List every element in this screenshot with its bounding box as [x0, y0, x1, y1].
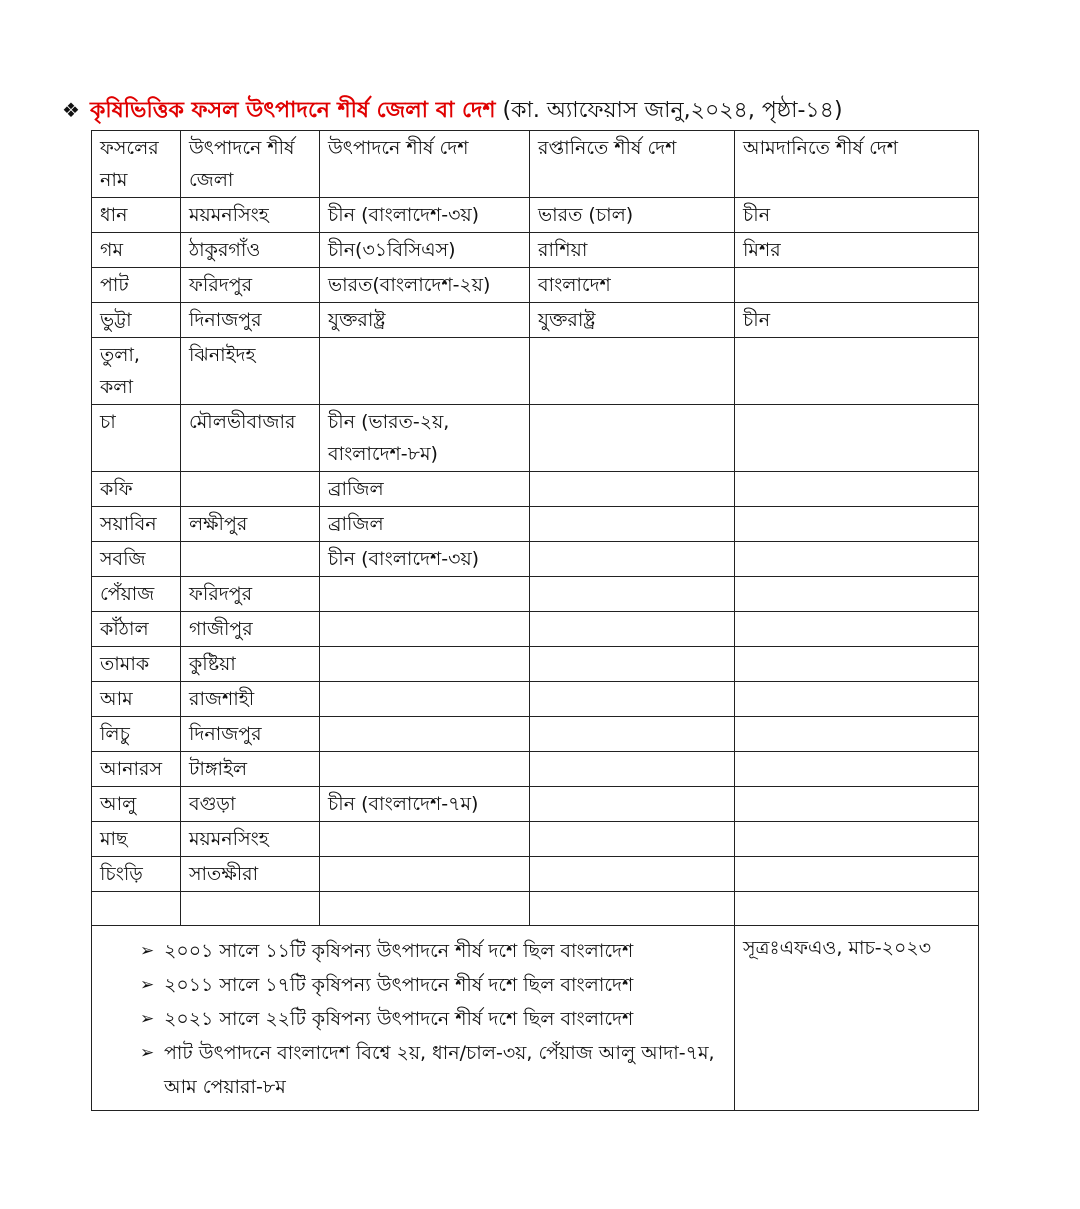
- document-title: [62, 96, 1022, 125]
- note-text: ২০১১ সালে ১৭টি কৃষিপন্য উৎপাদনে শীর্ষ দশে ছিল বাংলাদেশ: [164, 974, 634, 996]
- cell-top-producer: [320, 822, 530, 857]
- table-row: [92, 822, 979, 857]
- cell-top-district: ফরিদপুর: [181, 577, 320, 612]
- arrow-bullet-icon: ➢: [140, 941, 155, 961]
- cell-top-district: ঝিনাইদহ: [181, 338, 320, 405]
- cell-top-exporter: [530, 405, 735, 472]
- cell-crop-name: আলু: [92, 787, 181, 822]
- cell-top-exporter: [530, 647, 735, 682]
- cell-top-district: ঠাকুরগাঁও: [181, 233, 320, 268]
- cell-crop-name: তামাক: [92, 647, 181, 682]
- notes-list: [142, 934, 728, 1104]
- cell-top-importer: [735, 787, 979, 822]
- cell-crop-name: [92, 892, 181, 926]
- cell-top-producer: [320, 752, 530, 787]
- cell-top-importer: [735, 577, 979, 612]
- cell-top-producer: চীন (বাংলাদেশ-৭ম): [320, 787, 530, 822]
- cell-top-importer: [735, 752, 979, 787]
- title-heading: কৃষিভিত্তিক ফসল উৎপাদনে শীর্ষ জেলা বা দেশ: [89, 98, 496, 123]
- cell-top-district: বগুড়া: [181, 787, 320, 822]
- table-row: [92, 752, 979, 787]
- cell-top-producer: চীন(৩১বিসিএস): [320, 233, 530, 268]
- cell-top-district: [181, 472, 320, 507]
- table-row: [92, 472, 979, 507]
- cell-top-exporter: [530, 612, 735, 647]
- cell-crop-name: আম: [92, 682, 181, 717]
- cell-crop-name: গম: [92, 233, 181, 268]
- table-row: [92, 787, 979, 822]
- note-item: [142, 968, 728, 1002]
- table-row: [92, 507, 979, 542]
- cell-top-district: [181, 542, 320, 577]
- cell-top-producer: [320, 647, 530, 682]
- cell-top-producer: চীন (বাংলাদেশ-৩য়): [320, 542, 530, 577]
- cell-crop-name: ধান: [92, 198, 181, 233]
- arrow-bullet-icon: ➢: [140, 975, 155, 995]
- cell-top-exporter: [530, 577, 735, 612]
- cell-top-importer: [735, 822, 979, 857]
- cell-top-exporter: রাশিয়া: [530, 233, 735, 268]
- cell-top-producer: চীন (ভারত-২য়, বাংলাদেশ-৮ম): [320, 405, 530, 472]
- table-row: [92, 682, 979, 717]
- cell-top-exporter: [530, 822, 735, 857]
- table-row: [92, 892, 979, 926]
- cell-top-district: সাতক্ষীরা: [181, 857, 320, 892]
- table-row: [92, 717, 979, 752]
- note-item: [142, 934, 728, 968]
- cell-crop-name: পেঁয়াজ: [92, 577, 181, 612]
- cell-top-importer: চীন: [735, 198, 979, 233]
- table-row: [92, 405, 979, 472]
- cell-top-exporter: [530, 892, 735, 926]
- note-text: পাট উৎপাদনে বাংলাদেশ বিশ্বে ২য়, ধান/চাল-৩য়, পেঁয়াজ আলু আদা-৭ম, আম পেয়ারা-৮ম: [164, 1042, 715, 1098]
- cell-crop-name: তুলা, কলা: [92, 338, 181, 405]
- cell-top-exporter: ভারত (চাল): [530, 198, 735, 233]
- cell-crop-name: লিচু: [92, 717, 181, 752]
- cell-top-importer: চীন: [735, 303, 979, 338]
- table-row: [92, 542, 979, 577]
- cell-top-importer: [735, 857, 979, 892]
- cell-top-exporter: [530, 338, 735, 405]
- cell-top-importer: [735, 892, 979, 926]
- cell-top-producer: ব্রাজিল: [320, 507, 530, 542]
- cell-top-producer: [320, 338, 530, 405]
- cell-top-exporter: [530, 787, 735, 822]
- cell-top-exporter: বাংলাদেশ: [530, 268, 735, 303]
- table-row: [92, 233, 979, 268]
- cell-top-importer: [735, 507, 979, 542]
- cell-top-exporter: [530, 857, 735, 892]
- header-crop-name: ফসলের নাম: [92, 131, 181, 198]
- cell-crop-name: ভুট্টা: [92, 303, 181, 338]
- cell-top-district: দিনাজপুর: [181, 717, 320, 752]
- cell-top-importer: [735, 542, 979, 577]
- cell-top-exporter: [530, 752, 735, 787]
- cell-crop-name: সবজি: [92, 542, 181, 577]
- note-text: ২০০১ সালে ১১টি কৃষিপন্য উৎপাদনে শীর্ষ দশে ছিল বাংলাদেশ: [164, 940, 634, 962]
- cell-top-district: মৌলভীবাজার: [181, 405, 320, 472]
- cell-top-producer: [320, 892, 530, 926]
- table-row: [92, 198, 979, 233]
- cell-crop-name: আনারস: [92, 752, 181, 787]
- cell-top-exporter: যুক্তরাষ্ট্র: [530, 303, 735, 338]
- cell-top-producer: [320, 612, 530, 647]
- note-item: [142, 1002, 728, 1036]
- note-text: ২০২১ সালে ২২টি কৃষিপন্য উৎপাদনে শীর্ষ দশে ছিল বাংলাদেশ: [164, 1008, 634, 1030]
- cell-top-district: কুষ্টিয়া: [181, 647, 320, 682]
- table-row: [92, 268, 979, 303]
- cell-crop-name: কাঁঠাল: [92, 612, 181, 647]
- table-row: [92, 577, 979, 612]
- cell-top-importer: [735, 405, 979, 472]
- table-row: [92, 612, 979, 647]
- cell-top-exporter: [530, 717, 735, 752]
- cell-crop-name: চিংড়ি: [92, 857, 181, 892]
- note-item: [142, 1036, 728, 1104]
- title-reference: (কা. অ্যাফেয়াস জানু,২০২৪, পৃষ্ঠা-১৪): [502, 98, 843, 123]
- crop-table: [91, 130, 979, 1111]
- cell-top-importer: মিশর: [735, 233, 979, 268]
- cell-crop-name: কফি: [92, 472, 181, 507]
- cell-top-importer: [735, 717, 979, 752]
- cell-crop-name: সয়াবিন: [92, 507, 181, 542]
- cell-top-importer: [735, 472, 979, 507]
- cell-top-district: রাজশাহী: [181, 682, 320, 717]
- arrow-bullet-icon: ➢: [140, 1043, 155, 1063]
- cell-top-importer: [735, 682, 979, 717]
- cell-top-producer: [320, 577, 530, 612]
- cell-top-importer: [735, 612, 979, 647]
- cell-top-producer: ভারত(বাংলাদেশ-২য়): [320, 268, 530, 303]
- cell-top-district: টাঙ্গাইল: [181, 752, 320, 787]
- cell-top-importer: [735, 338, 979, 405]
- cell-crop-name: পাট: [92, 268, 181, 303]
- cell-top-producer: [320, 857, 530, 892]
- notes-row: [92, 926, 979, 1111]
- notes-cell: [92, 926, 735, 1111]
- cell-top-exporter: [530, 542, 735, 577]
- cell-top-producer: ব্রাজিল: [320, 472, 530, 507]
- cell-top-producer: যুক্তরাষ্ট্র: [320, 303, 530, 338]
- cell-top-exporter: [530, 472, 735, 507]
- table-row: [92, 647, 979, 682]
- cell-top-exporter: [530, 507, 735, 542]
- table-row: [92, 303, 979, 338]
- cell-top-importer: [735, 268, 979, 303]
- cell-top-district: দিনাজপুর: [181, 303, 320, 338]
- header-top-district: উৎপাদনে শীর্ষ জেলা: [181, 131, 320, 198]
- header-top-importer: আমদানিতে শীর্ষ দেশ: [735, 131, 979, 198]
- cell-crop-name: মাছ: [92, 822, 181, 857]
- cell-top-producer: [320, 717, 530, 752]
- table-header-row: [92, 131, 979, 198]
- cell-top-producer: [320, 682, 530, 717]
- arrow-bullet-icon: ➢: [140, 1009, 155, 1029]
- cell-top-district: ময়মনসিংহ: [181, 198, 320, 233]
- cell-crop-name: চা: [92, 405, 181, 472]
- table-row: [92, 338, 979, 405]
- header-top-exporter: রপ্তানিতে শীর্ষ দেশ: [530, 131, 735, 198]
- header-top-producer: উৎপাদনে শীর্ষ দেশ: [320, 131, 530, 198]
- diamond-bullet-icon: ❖: [62, 98, 80, 122]
- cell-top-district: [181, 892, 320, 926]
- cell-top-importer: [735, 647, 979, 682]
- cell-top-district: ময়মনসিংহ: [181, 822, 320, 857]
- source-cell: সূত্রঃএফএও, মাচ-২০২৩: [735, 926, 979, 1111]
- cell-top-district: লক্ষীপুর: [181, 507, 320, 542]
- cell-top-producer: চীন (বাংলাদেশ-৩য়): [320, 198, 530, 233]
- cell-top-district: গাজীপুর: [181, 612, 320, 647]
- table-row: [92, 857, 979, 892]
- cell-top-district: ফরিদপুর: [181, 268, 320, 303]
- cell-top-exporter: [530, 682, 735, 717]
